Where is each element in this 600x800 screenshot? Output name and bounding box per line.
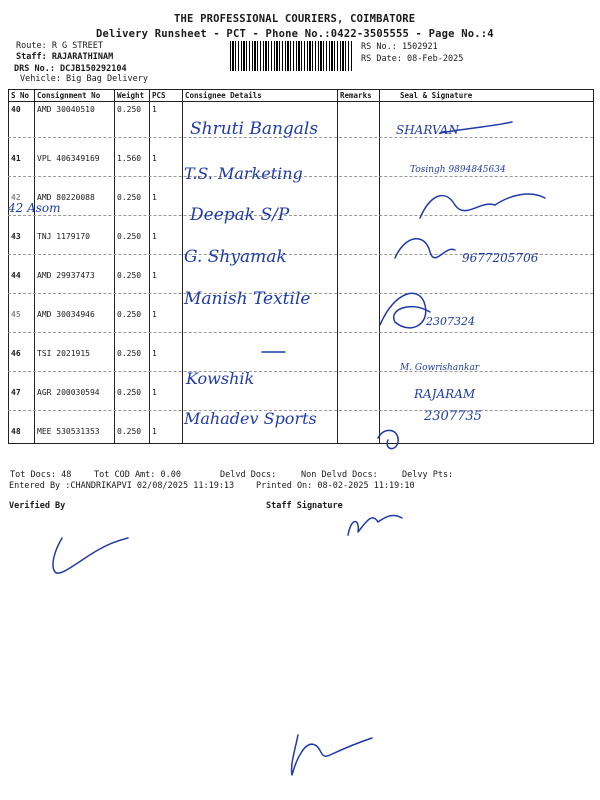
staff-signature (348, 515, 402, 535)
consignment-cell: AGR 200030594 (35, 375, 115, 414)
seal-cell (380, 258, 594, 297)
handwritten-consignee-40: Shruti Bangals (190, 119, 319, 139)
verified-by-label: Verified By (9, 501, 66, 511)
delivered-docs: Delvd Docs: (220, 470, 277, 480)
weight-cell: 0.250 (115, 258, 150, 297)
consignment-cell: TSI 2021915 (35, 336, 115, 375)
pcs-cell: 1 (150, 180, 183, 219)
route-field: Route: R G STREET (16, 41, 103, 51)
remarks-cell (338, 141, 380, 180)
handwritten-consignee-42: Deepak S/P (190, 205, 290, 225)
col-header-pcs: PCS (150, 90, 183, 102)
consignee-cell (183, 258, 338, 297)
tot-cod-amount: Tot COD Amt: 0.00 (94, 470, 181, 480)
handwritten-note-42: 42 Asom (8, 201, 61, 215)
pcs-cell: 1 (150, 375, 183, 414)
sno-cell: 44 (9, 258, 35, 297)
pcs-cell: 1 (150, 141, 183, 180)
consignee-cell (183, 375, 338, 414)
consignee-cell (183, 141, 338, 180)
weight-cell: 0.250 (115, 219, 150, 258)
row-divider (8, 410, 593, 411)
weight-cell: 0.250 (115, 336, 150, 375)
consignee-cell (183, 297, 338, 336)
verified-by-signature (53, 538, 128, 573)
consignee-cell (183, 219, 338, 258)
table-row (9, 141, 594, 180)
seal-cell (380, 102, 594, 141)
vehicle-field: Vehicle: Big Bag Delivery (20, 74, 148, 84)
row-divider (8, 371, 593, 372)
sno-cell: 46 (9, 336, 35, 375)
col-header-remarks: Remarks (338, 90, 380, 102)
remarks-cell (338, 336, 380, 375)
pcs-cell: 1 (150, 297, 183, 336)
col-header-consignee: Consignee Details (183, 90, 338, 102)
consignment-cell: MEE 530531353 (35, 414, 115, 444)
runsheet-table (8, 89, 594, 444)
weight-cell: 0.250 (115, 102, 150, 141)
handwritten-signature-46a: M. Gowrishankar (400, 363, 480, 373)
seal-cell (380, 297, 594, 336)
sno-cell: 45 (9, 297, 35, 336)
document-title: THE PROFESSIONAL COURIERS, COIMBATORE (174, 13, 416, 25)
handwritten-signature-47: 2307735 (424, 409, 482, 424)
table-row (9, 375, 594, 414)
row-divider (8, 293, 593, 294)
sno-cell: 42 (9, 180, 35, 219)
handwritten-consignee-43: G. Shyamak (184, 247, 287, 267)
table-row (9, 180, 594, 219)
consignment-cell: AMD 80220088 (35, 180, 115, 219)
handwritten-signature-45: 2307324 (426, 315, 475, 328)
table-row (9, 102, 594, 141)
consignment-cell: TNJ 1179170 (35, 219, 115, 258)
remarks-cell (338, 375, 380, 414)
table-row (9, 219, 594, 258)
handwritten-signature-43: 9677205706 (462, 251, 539, 265)
col-header-weight: Weight (115, 90, 150, 102)
consignee-cell (183, 414, 338, 444)
seal-cell (380, 414, 594, 444)
staff-field: Staff: RAJARATHINAM (16, 52, 114, 62)
weight-cell: 0.250 (115, 297, 150, 336)
col-header-sno: S No (9, 90, 35, 102)
remarks-cell (338, 102, 380, 141)
remarks-cell (338, 180, 380, 219)
pcs-cell: 1 (150, 219, 183, 258)
remarks-cell (338, 219, 380, 258)
weight-cell: 1.560 (115, 141, 150, 180)
table-row (9, 336, 594, 375)
seal-cell (380, 219, 594, 258)
sno-cell: 43 (9, 219, 35, 258)
remarks-cell (338, 414, 380, 444)
row-divider (8, 254, 593, 255)
table-row (9, 297, 594, 336)
pcs-cell: 1 (150, 102, 183, 141)
bottom-signature (292, 735, 372, 775)
row-divider (8, 215, 593, 216)
row-divider (8, 176, 593, 177)
rs-number: RS No.: 1502921 (361, 42, 438, 52)
delivery-points: Delvy Pts: (402, 470, 454, 480)
remarks-cell (338, 297, 380, 336)
handwritten-signature-46b: RAJARAM (414, 387, 476, 401)
weight-cell: 0.250 (115, 180, 150, 219)
table-row (9, 258, 594, 297)
pcs-cell: 1 (150, 414, 183, 444)
weight-cell: 0.250 (115, 414, 150, 444)
pcs-cell: 1 (150, 258, 183, 297)
table-row (9, 414, 594, 444)
seal-cell (380, 141, 594, 180)
sno-cell: 47 (9, 375, 35, 414)
consignment-cell: AMD 30034946 (35, 297, 115, 336)
document-subtitle: Delivery Runsheet - PCT - Phone No.:0422-3505555 - Page No.:4 (96, 28, 494, 40)
printed-on: Printed On: 08-02-2025 11:19:10 (256, 481, 415, 491)
consignment-cell: VPL 406349169 (35, 141, 115, 180)
handwritten-consignee-44: Manish Textile (184, 289, 311, 309)
seal-cell (380, 336, 594, 375)
pcs-cell: 1 (150, 336, 183, 375)
row-divider (8, 332, 593, 333)
sno-cell: 40 (9, 102, 35, 141)
consignee-cell (183, 180, 338, 219)
non-delivered-docs: Non Delvd Docs: (301, 470, 378, 480)
entered-by: Entered By :CHANDRIKAPVI 02/08/2025 11:19:13 (9, 481, 235, 491)
consignment-cell: AMD 30040510 (35, 102, 115, 141)
staff-signature-label: Staff Signature (266, 501, 343, 511)
sno-cell: 48 (9, 414, 35, 444)
col-header-seal: Seal & Signature (380, 90, 594, 102)
consignee-cell (183, 102, 338, 141)
barcode-image (230, 41, 352, 71)
remarks-cell (338, 258, 380, 297)
tot-docs: Tot Docs: 48 (10, 470, 72, 480)
seal-cell (380, 180, 594, 219)
weight-cell: 0.250 (115, 375, 150, 414)
handwritten-consignee-47: Mahadev Sports (184, 409, 317, 428)
consignee-cell (183, 336, 338, 375)
drs-number: DRS No.: DCJB150292104 (14, 64, 127, 74)
handwritten-consignee-46: Kowshik (186, 369, 255, 388)
handwritten-consignee-41: T.S. Marketing (184, 164, 303, 183)
col-header-consignment: Consignment No (35, 90, 115, 102)
handwritten-signature-41: Tosingh 9894845634 (410, 165, 506, 175)
seal-cell (380, 375, 594, 414)
sno-cell: 41 (9, 141, 35, 180)
consignment-cell: AMD 29937473 (35, 258, 115, 297)
handwritten-signature-40: SHARVAN (396, 123, 459, 137)
row-divider (8, 137, 593, 138)
table-header-row (9, 90, 594, 102)
rs-date: RS Date: 08-Feb-2025 (361, 54, 464, 64)
